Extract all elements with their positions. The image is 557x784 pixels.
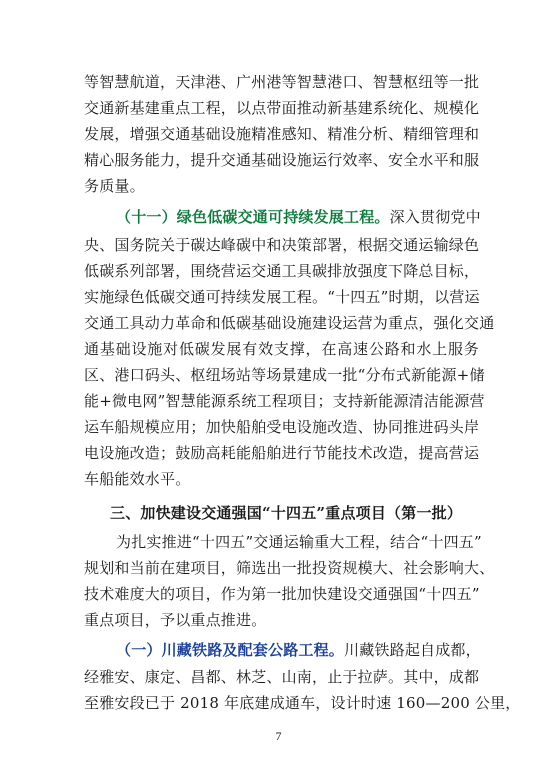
text-line: 电设施改造；鼓励高耗能船舶进行节能技术改造，提高营运: [84, 444, 480, 462]
text-line: 运车船规模应用；加快船舶受电设施改造、协同推进码头岸: [84, 418, 480, 436]
text-fragment: 深入贯彻党中: [389, 208, 481, 226]
subsection-heading-line: [116, 640, 479, 660]
text-line: 交通工具动力革命和低碳基础设施建设运营为重点，强化交通: [84, 314, 495, 332]
text-line: 至雅安段已于 2018 年底建成通车，设计时速 160—200 公里，: [84, 694, 521, 712]
text-line: 车船能效水平。: [84, 470, 191, 488]
text-line: 发展，增强交通基础设施精准感知、精准分析、精细管理和: [84, 125, 480, 143]
text-line: 央、国务院关于碳达峰碳中和决策部署，根据交通运输绿色: [84, 236, 480, 254]
text-line: 务质量。: [84, 177, 145, 195]
text-line: 为扎实推进“十四五”交通运输重大工程，结合“十四五”: [116, 533, 482, 551]
text-line: 技术难度大的项目，作为第一批加快建设交通强国“十四五”: [84, 585, 480, 603]
text-line: 经雅安、康定、昌都、林芝、山南，止于拉萨。其中，成都: [84, 668, 480, 686]
text-line: 交通新基建重点工程，以点带面推动新基建系统化、规模化: [84, 99, 480, 117]
text-line: 重点项目，予以重点推进。: [84, 611, 267, 629]
text-line: 能+微电网”智慧能源系统工程项目；支持新能源清洁能源营: [84, 392, 485, 410]
text-line: 低碳系列部署，围绕营运交通工具碳排放强度下降总目标，: [84, 262, 480, 280]
section-heading: 三、加快建设交通强国“十四五”重点项目（第一批）: [110, 504, 463, 522]
subsection-heading-line: [116, 207, 479, 227]
text-line: 通基础设施对低碳发展有效支撑，在高速公路和水上服务: [84, 340, 479, 358]
subsection-heading-blue: （一）川藏铁路及配套公路工程。: [116, 641, 345, 659]
text-line: 精心服务能力，提升交通基础设施运行效率、安全水平和服: [84, 151, 480, 169]
text-line: 实施绿色低碳交通可持续发展工程。“十四五”时期，以营运: [84, 288, 480, 306]
text-line: 区、港口码头、枢纽场站等场景建成一批“分布式新能源+储: [84, 366, 485, 384]
text-line: 规划和当前在建项目，筛选出一批投资规模大、社会影响大、: [84, 559, 495, 577]
subsection-heading-green: （十一）绿色低碳交通可持续发展工程。: [116, 208, 390, 226]
text-line: 等智慧航道，天津港、广州港等智慧港口、智慧枢纽等一批: [84, 73, 480, 91]
text-fragment: 川藏铁路起自成都，: [344, 641, 481, 659]
page-number: 7: [275, 729, 282, 743]
